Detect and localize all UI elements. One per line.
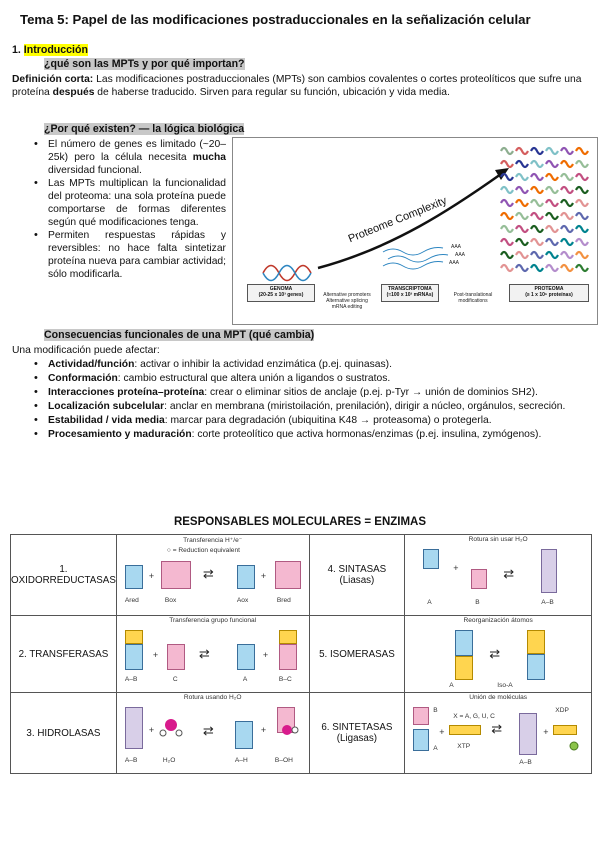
protein-icon <box>516 161 528 167</box>
protein-icon <box>576 200 588 206</box>
proteome-sub: (≥ 1 x 10⁶ proteínas) <box>525 292 573 298</box>
class1-name: OXIDORREDUCTASAS <box>11 575 116 586</box>
ared-block <box>125 565 143 589</box>
ab3-block <box>125 707 143 749</box>
question-what-text: ¿qué son las MPTs y por qué importan? <box>44 58 245 70</box>
eq-arrow-2: ⇄ <box>198 646 210 661</box>
step1-text: Alternative promoters Alternative splicing mRNA editing <box>323 292 371 310</box>
class-transferasas: 2. TRANSFERASAS <box>11 616 117 693</box>
label-b6: B <box>433 707 438 714</box>
proteome-title: PROTEOMA <box>534 286 564 292</box>
ab-bottom-block <box>125 644 143 670</box>
enzyme-table <box>10 534 592 774</box>
why-bullet-1 <box>34 138 226 177</box>
ab-top-block <box>125 630 143 644</box>
question-what <box>44 58 245 70</box>
consequence-item <box>34 386 598 399</box>
ah-block <box>235 721 253 749</box>
b6-block <box>413 707 429 725</box>
label-xdp: XDP <box>555 707 569 714</box>
definition-bold: después <box>52 87 95 98</box>
label-a2: A <box>242 676 248 683</box>
definition-paragraph <box>12 73 590 99</box>
eq-arrow-4: ⇄ <box>503 566 515 581</box>
protein-icon <box>546 239 558 245</box>
consequence-item <box>34 358 598 371</box>
mrna-icon <box>383 248 448 270</box>
diagram-isomerasas <box>405 616 592 693</box>
diagram-sintasas <box>405 535 592 616</box>
protein-icon <box>516 226 528 232</box>
protein-icon <box>546 252 558 258</box>
consequences-heading-text: Consecuencias funcionales de una MPT (qué cambia) <box>44 329 315 341</box>
consequence-term: Localización subcelular <box>48 401 165 412</box>
protein-icon <box>531 239 543 245</box>
protein-icon <box>501 161 513 167</box>
protein-icon <box>531 187 543 193</box>
plus-7: + <box>260 725 267 735</box>
protein-icon <box>546 161 558 167</box>
consequence-text: : anclar en membrana (miristoilación, prenilación), dirigir a núcleo, orgánulos, secreción. <box>164 401 566 412</box>
hydroxyl-icon <box>279 723 299 737</box>
isoa-bottom-block <box>455 656 473 680</box>
diagram5-title: Reorganización átomos <box>463 617 533 624</box>
diagram6-title: Unión de moléculas <box>469 694 528 701</box>
eq-arrow-6: ⇄ <box>491 721 503 736</box>
label-ab: A–B <box>541 599 554 606</box>
protein-icon <box>561 239 573 245</box>
label-isoa: Iso-A <box>497 682 513 689</box>
aox-block <box>237 565 255 589</box>
class-isomerasas: 5. ISOMERASAS <box>309 616 405 693</box>
diagram2-title: Transferencia grupo funcional <box>169 617 257 624</box>
protein-icon <box>501 239 513 245</box>
mrna-label-2: AAA <box>454 252 465 258</box>
protein-icon <box>576 213 588 219</box>
transcriptome-sub: (≈100 x 10³ mRNAs) <box>386 292 434 298</box>
step2-text: Post-translational modifications <box>453 292 493 304</box>
consequence-term: Actividad/función <box>48 359 135 370</box>
definition-label: Definición corta: <box>12 74 94 85</box>
protein-icon <box>561 200 573 206</box>
consequence-text: : crear o eliminar sitios de anclaje (p.ej. p-Tyr → unión de dominios SH2). <box>204 387 538 398</box>
consequence-text: : marcar para degradación (ubiquitina K48 → proteasoma) o protegerla. <box>164 415 492 426</box>
protein-icon <box>546 148 558 154</box>
question-why-text: ¿Por qué existen? — la lógica biológica <box>44 123 245 135</box>
why-bullet-list <box>34 138 226 281</box>
iso-top-block <box>527 630 545 654</box>
eq-arrow-3: ⇄ <box>202 723 214 738</box>
protein-icon <box>561 161 573 167</box>
label-bred: Bred <box>276 597 291 604</box>
protein-icon <box>531 213 543 219</box>
consequences-list <box>34 358 598 442</box>
protein-icon <box>516 213 528 219</box>
diagram3-title: Rotura usando H₂O <box>183 694 242 701</box>
diagram-sintetasas <box>405 693 592 774</box>
definition-text-2: de haberse traducido. Sirven para regular su función, ubicación y vida media. <box>94 87 450 98</box>
section-heading <box>12 44 88 56</box>
plus-3: + <box>453 563 459 573</box>
protein-icon <box>531 226 543 232</box>
plus-9: + <box>543 727 549 737</box>
consequence-term: Procesamiento y maduración <box>48 429 192 440</box>
iso-bottom-block <box>527 654 545 680</box>
consequence-item <box>34 428 598 441</box>
a2-block <box>237 644 255 670</box>
diagram1-legend: ○ = Reduction equivalent <box>166 547 240 554</box>
protein-icon <box>516 148 528 154</box>
dna-helix-icon <box>263 266 311 281</box>
enzymes-title: RESPONSABLES MOLECULARES = ENZIMAS <box>173 516 427 528</box>
genome-sub: (20-25 x 10³ genes) <box>258 292 304 298</box>
question-why <box>44 123 244 135</box>
diagram4-title: Rotura sin usar H₂O <box>468 536 528 543</box>
why-bullet-2: • Las MPTs multiplican la funcionalidad del proteoma: una sola proteína puede comportarse de formas diferentes según qué modificaciones tenga. <box>34 177 226 229</box>
protein-icon <box>576 161 588 167</box>
protein-icon <box>501 200 513 206</box>
label-isoa-a: A <box>449 682 454 689</box>
label-b: B <box>475 599 480 606</box>
protein-icon <box>561 187 573 193</box>
protein-icon <box>516 239 528 245</box>
label-ared: Ared <box>124 597 139 604</box>
transcriptome-box <box>381 284 439 302</box>
label-x: X = A, G, U, C <box>453 713 495 720</box>
label-aox: Aox <box>236 597 249 604</box>
bc-bottom-block <box>279 644 297 670</box>
consequence-item <box>34 372 598 385</box>
protein-icon <box>561 252 573 258</box>
protein-icon <box>546 265 558 271</box>
consequence-term: Interacciones proteína–proteína <box>48 387 205 398</box>
protein-icon <box>576 174 588 180</box>
consequence-text: : cambio estructural que altera unión a ligandos o sustratos. <box>117 373 391 384</box>
consequence-item <box>34 414 598 427</box>
class6-sub: (Ligasas) <box>336 733 378 744</box>
label-bc: B–C <box>278 676 292 683</box>
protein-icon <box>561 148 573 154</box>
diagram-oxidorreductasas <box>116 535 309 616</box>
bred-block <box>275 561 301 589</box>
protein-icon <box>516 200 528 206</box>
eq-arrow-1: ⇄ <box>202 566 214 581</box>
protein-icon <box>576 239 588 245</box>
a6-block <box>413 729 429 751</box>
consequence-term: Estabilidad / vida media <box>48 415 165 426</box>
protein-icon <box>546 213 558 219</box>
protein-icon <box>516 252 528 258</box>
class1-number: 1. <box>59 564 68 575</box>
table-row <box>11 693 592 774</box>
class-hidrolasas: 3. HIDROLASAS <box>11 693 117 774</box>
protein-icon <box>501 265 513 271</box>
c-block <box>167 644 185 670</box>
protein-icon <box>546 174 558 180</box>
genome-box <box>247 284 315 302</box>
phosphate-icon <box>569 741 579 751</box>
protein-icon <box>531 265 543 271</box>
label-a6: A <box>433 745 438 752</box>
label-ah: A–H <box>234 757 248 764</box>
class6-name: 6. SINTETASAS <box>321 722 393 733</box>
protein-icon <box>501 226 513 232</box>
table-row <box>11 616 592 693</box>
proteome-complexity-figure <box>232 137 598 325</box>
label-box: Box <box>164 597 177 604</box>
consequences-intro: Una modificación puede afectar: <box>12 345 160 356</box>
proteome-box <box>509 284 589 302</box>
protein-icon <box>561 265 573 271</box>
protein-icon <box>561 213 573 219</box>
section-number: 1. <box>12 44 24 56</box>
protein-icon <box>561 226 573 232</box>
bullet1-bold: mucha <box>192 152 226 163</box>
protein-icon <box>561 174 573 180</box>
water-molecule-icon <box>159 717 183 741</box>
genome-title: GENOMA <box>269 286 293 292</box>
protein-icon <box>531 161 543 167</box>
protein-grid <box>501 148 588 271</box>
class-sintasas <box>309 535 405 616</box>
protein-icon <box>546 200 558 206</box>
protein-icon <box>501 187 513 193</box>
protein-icon <box>546 226 558 232</box>
protein-icon <box>501 213 513 219</box>
label-ab3: A–B <box>124 757 138 764</box>
diagram-hidrolasas <box>116 693 309 774</box>
mrna-label-3: AAA <box>448 260 459 266</box>
protein-icon <box>501 148 513 154</box>
protein-icon <box>516 265 528 271</box>
plus-6: + <box>148 725 155 735</box>
isoa-top-block <box>455 630 473 656</box>
xdp-block <box>553 725 577 735</box>
protein-icon <box>516 174 528 180</box>
consequence-term: Conformación <box>48 373 118 384</box>
plus-1: + <box>148 571 155 581</box>
protein-icon <box>531 252 543 258</box>
consequence-text: : activar o inhibir la actividad enzimática (p.ej. quinasas). <box>134 359 392 370</box>
bc-top-block <box>279 630 297 644</box>
definition-text-1: Las modificaciones postraduccionales (MPTs) son cambios covalentes o cortes proteolíticos que sufre una proteína <box>12 74 582 98</box>
protein-icon <box>531 148 543 154</box>
protein-icon <box>576 187 588 193</box>
ab-block <box>541 549 557 593</box>
class-oxidorreductasas <box>11 535 117 616</box>
protein-icon <box>531 200 543 206</box>
protein-icon <box>576 265 588 271</box>
protein-icon <box>576 252 588 258</box>
plus-5: + <box>262 650 269 660</box>
a-block <box>423 549 439 569</box>
transcriptome-title: TRANSCRIPTOMA <box>388 286 432 292</box>
mrna-label-1: AAA <box>450 244 461 250</box>
label-boh: B–OH <box>274 757 293 764</box>
ab6-block <box>519 713 537 755</box>
xtp-block <box>449 725 481 735</box>
label-a: A <box>427 599 432 606</box>
consequences-heading <box>44 329 314 341</box>
page-title: Tema 5: Papel de las modificaciones postraduccionales en la señalización celular <box>20 12 531 27</box>
plus-2: + <box>260 571 267 581</box>
why-bullet-3: • Permiten respuestas rápidas y reversibles: no hace falta sintetizar proteína nueva para cambiar actividad; sólo modificarla. <box>34 229 226 281</box>
protein-icon <box>501 252 513 258</box>
class4-sub: (Liasas) <box>339 575 375 586</box>
label-ab6: A–B <box>519 759 532 766</box>
class-sintetasas <box>309 693 405 774</box>
class4-name: 4. SINTASAS <box>327 564 387 575</box>
protein-icon <box>531 174 543 180</box>
consequence-item <box>34 400 598 413</box>
label-ab2: A–B <box>124 676 138 683</box>
protein-icon <box>516 187 528 193</box>
label-xtp: XTP <box>457 743 471 750</box>
consequence-text: : corte proteolítico que activa hormonas/enzimas (p.ej. insulina, zymógenos). <box>191 429 542 440</box>
bullet1-text-a: El número de genes es limitado (~20–25k) pero la célula necesita <box>48 139 226 163</box>
arrow-label: Proteome Complexity <box>346 194 449 246</box>
table-row <box>11 535 592 616</box>
plus-4: + <box>152 650 159 660</box>
section-title: Introducción <box>23 44 88 56</box>
label-h2o: H₂O <box>162 757 176 764</box>
protein-icon <box>576 226 588 232</box>
diagram-transferasas <box>116 616 309 693</box>
box-block <box>161 561 191 589</box>
diagram1-title: Transferencia H⁺/e⁻ <box>183 537 243 544</box>
bullet1-text-b: diversidad funcional. <box>48 165 142 176</box>
label-c: C <box>172 676 178 683</box>
eq-arrow-5: ⇄ <box>489 646 501 661</box>
b-block <box>471 569 487 589</box>
plus-8: + <box>439 727 445 737</box>
protein-icon <box>546 187 558 193</box>
protein-icon <box>576 148 588 154</box>
